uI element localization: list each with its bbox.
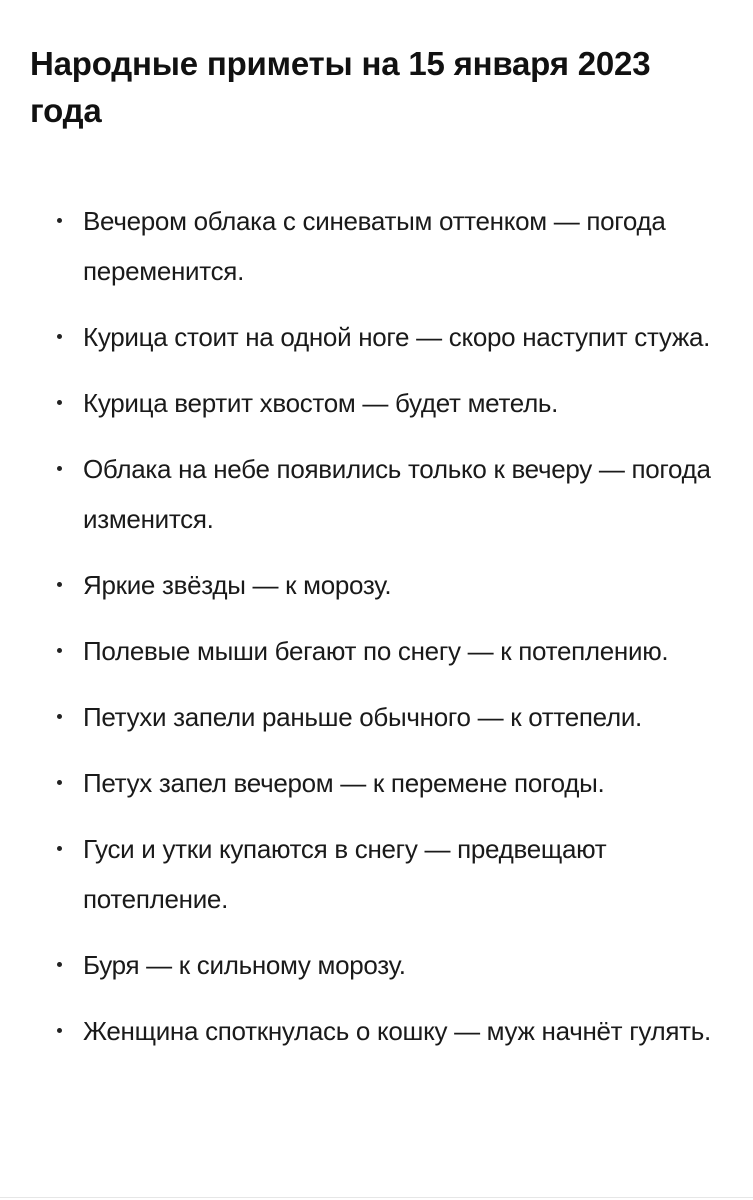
omen-text: Яркие звёзды — к морозу. [83,570,392,600]
list-item [30,444,721,544]
omen-text: Полевые мыши бегают по снегу — к потеплению. [83,636,669,666]
omen-text: Облака на небе появились только к вечеру — погода изменится. [83,454,711,534]
list-item [30,196,721,296]
omen-text: Женщина споткнулась о кошку — муж начнёт гулять. [83,1016,711,1046]
list-item [30,312,721,362]
omen-text: Петух запел вечером — к перемене погоды. [83,768,605,798]
bullet-icon [57,334,62,339]
bullet-icon [57,648,62,653]
bullet-icon [57,466,62,471]
list-item [30,378,721,428]
omen-text: Курица стоит на одной ноге — скоро наступит стужа. [83,322,711,352]
bullet-icon [57,218,62,223]
list-item [30,692,721,742]
omen-text: Вечером облака с синеватым оттенком — погода переменится. [83,206,666,286]
bullet-icon [57,780,62,785]
bullet-icon [57,962,62,967]
omen-text: Буря — к сильному морозу. [83,950,406,980]
bullet-icon [57,714,62,719]
bullet-icon [57,400,62,405]
omen-text: Гуси и утки купаются в снегу — предвещают потепление. [83,834,607,914]
list-item [30,560,721,610]
list-item [30,626,721,676]
bullet-icon [57,846,62,851]
bottom-divider [0,1197,753,1198]
omens-list [30,196,721,1056]
list-item [30,824,721,924]
list-item [30,758,721,808]
omen-text: Петухи запели раньше обычного — к оттепели. [83,702,642,732]
list-item [30,1006,721,1056]
bullet-icon [57,1028,62,1033]
article-title: Народные приметы на 15 января 2023 года [30,45,651,129]
omen-text: Курица вертит хвостом — будет метель. [83,388,559,418]
bullet-icon [57,582,62,587]
list-item [30,940,721,990]
